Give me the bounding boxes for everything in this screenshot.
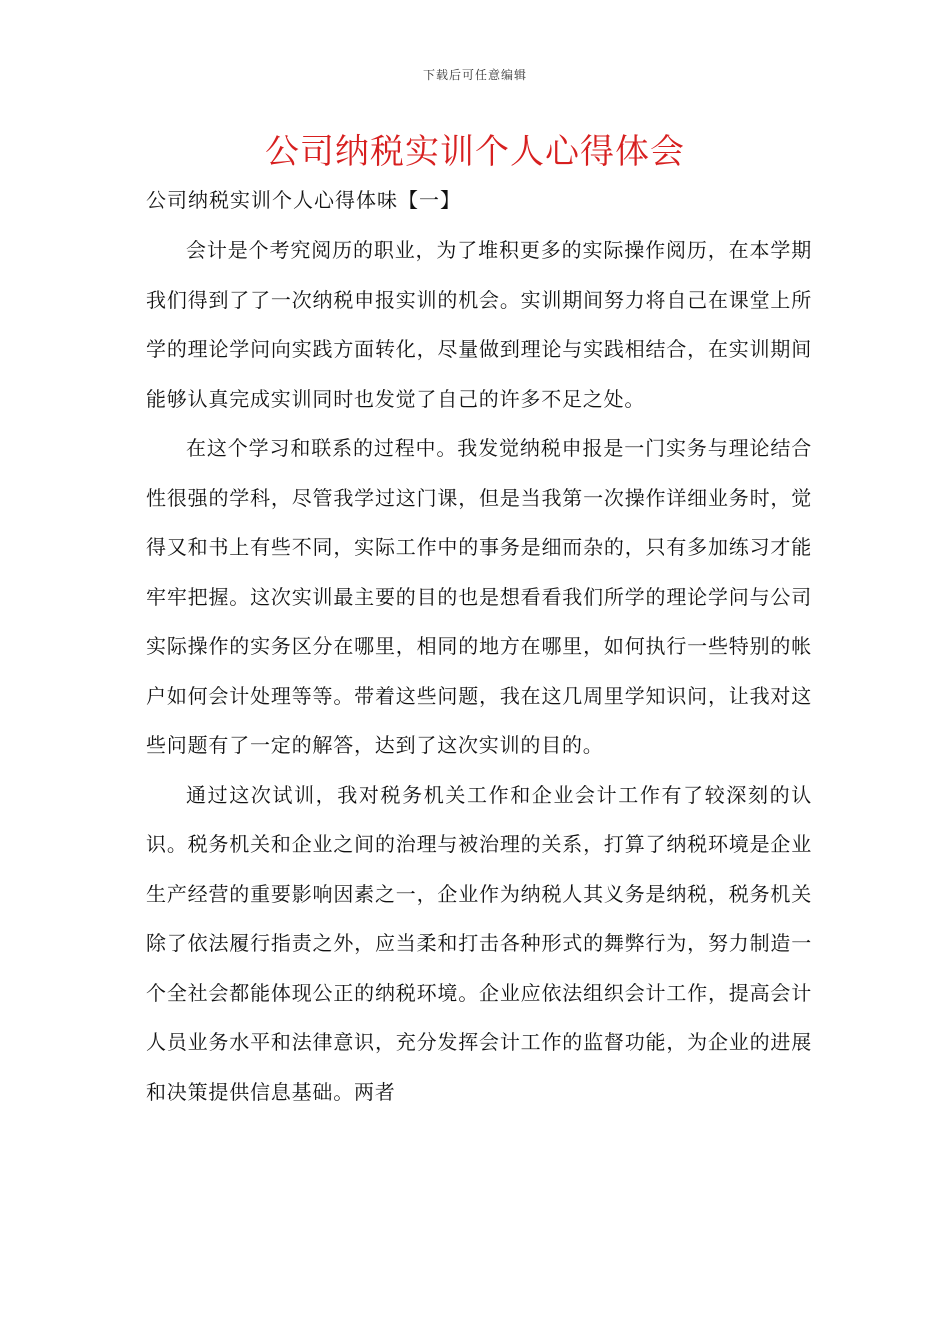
paragraph: 通过这次试训，我对税务机关工作和企业会计工作有了较深刻的认识。税务机关和企业之间的治理与被治理的关系，打算了纳税环境是企业生产经营的重要影响因素之一，企业作为纳税人其义务是纳税，税务机关除了依法履行指责之外，应当柔和打击各种形式的舞弊行为，努力制造一个全社会都能体现公正的纳税环境。企业应依法组织会计工作，提高会计人员业务水平和法律意识，充分发挥会计工作的监督功能，为企业的进展和决策提供信息基础。两者 bbox=[146, 782, 812, 1104]
section-subtitle: 公司纳税实训个人心得体味【一】 bbox=[146, 188, 461, 212]
paragraph: 会计是个考究阅历的职业，为了堆积更多的实际操作阅历，在本学期我们得到了了一次纳税申报实训的机会。实训期间努力将自己在课堂上所学的理论学问向实践方面转化，尽量做到理论与实践相结合，在实训期间能够认真完成实训同时也发觉了自己的许多不足之处。 bbox=[146, 238, 812, 411]
paragraph: 在这个学习和联系的过程中。我发觉纳税申报是一门实务与理论结合性很强的学科，尽管我学过这门课，但是当我第一次操作详细业务时，觉得又和书上有些不同，实际工作中的事务是细而杂的，只有多加练习才能牢牢把握。这次实训最主要的目的也是想看看我们所学的理论学问与公司实际操作的实务区分在哪里，相同的地方在哪里，如何执行一些特别的帐户如何会计处理等等。带着这些问题，我在这几周里学知识问，让我对这些问题有了一定的解答，达到了这次实训的目的。 bbox=[146, 436, 812, 757]
document-body bbox=[146, 226, 812, 1117]
document-title: 公司纳税实训个人心得体会 bbox=[265, 132, 685, 172]
header-note: 下载后可任意编辑 bbox=[422, 68, 527, 82]
